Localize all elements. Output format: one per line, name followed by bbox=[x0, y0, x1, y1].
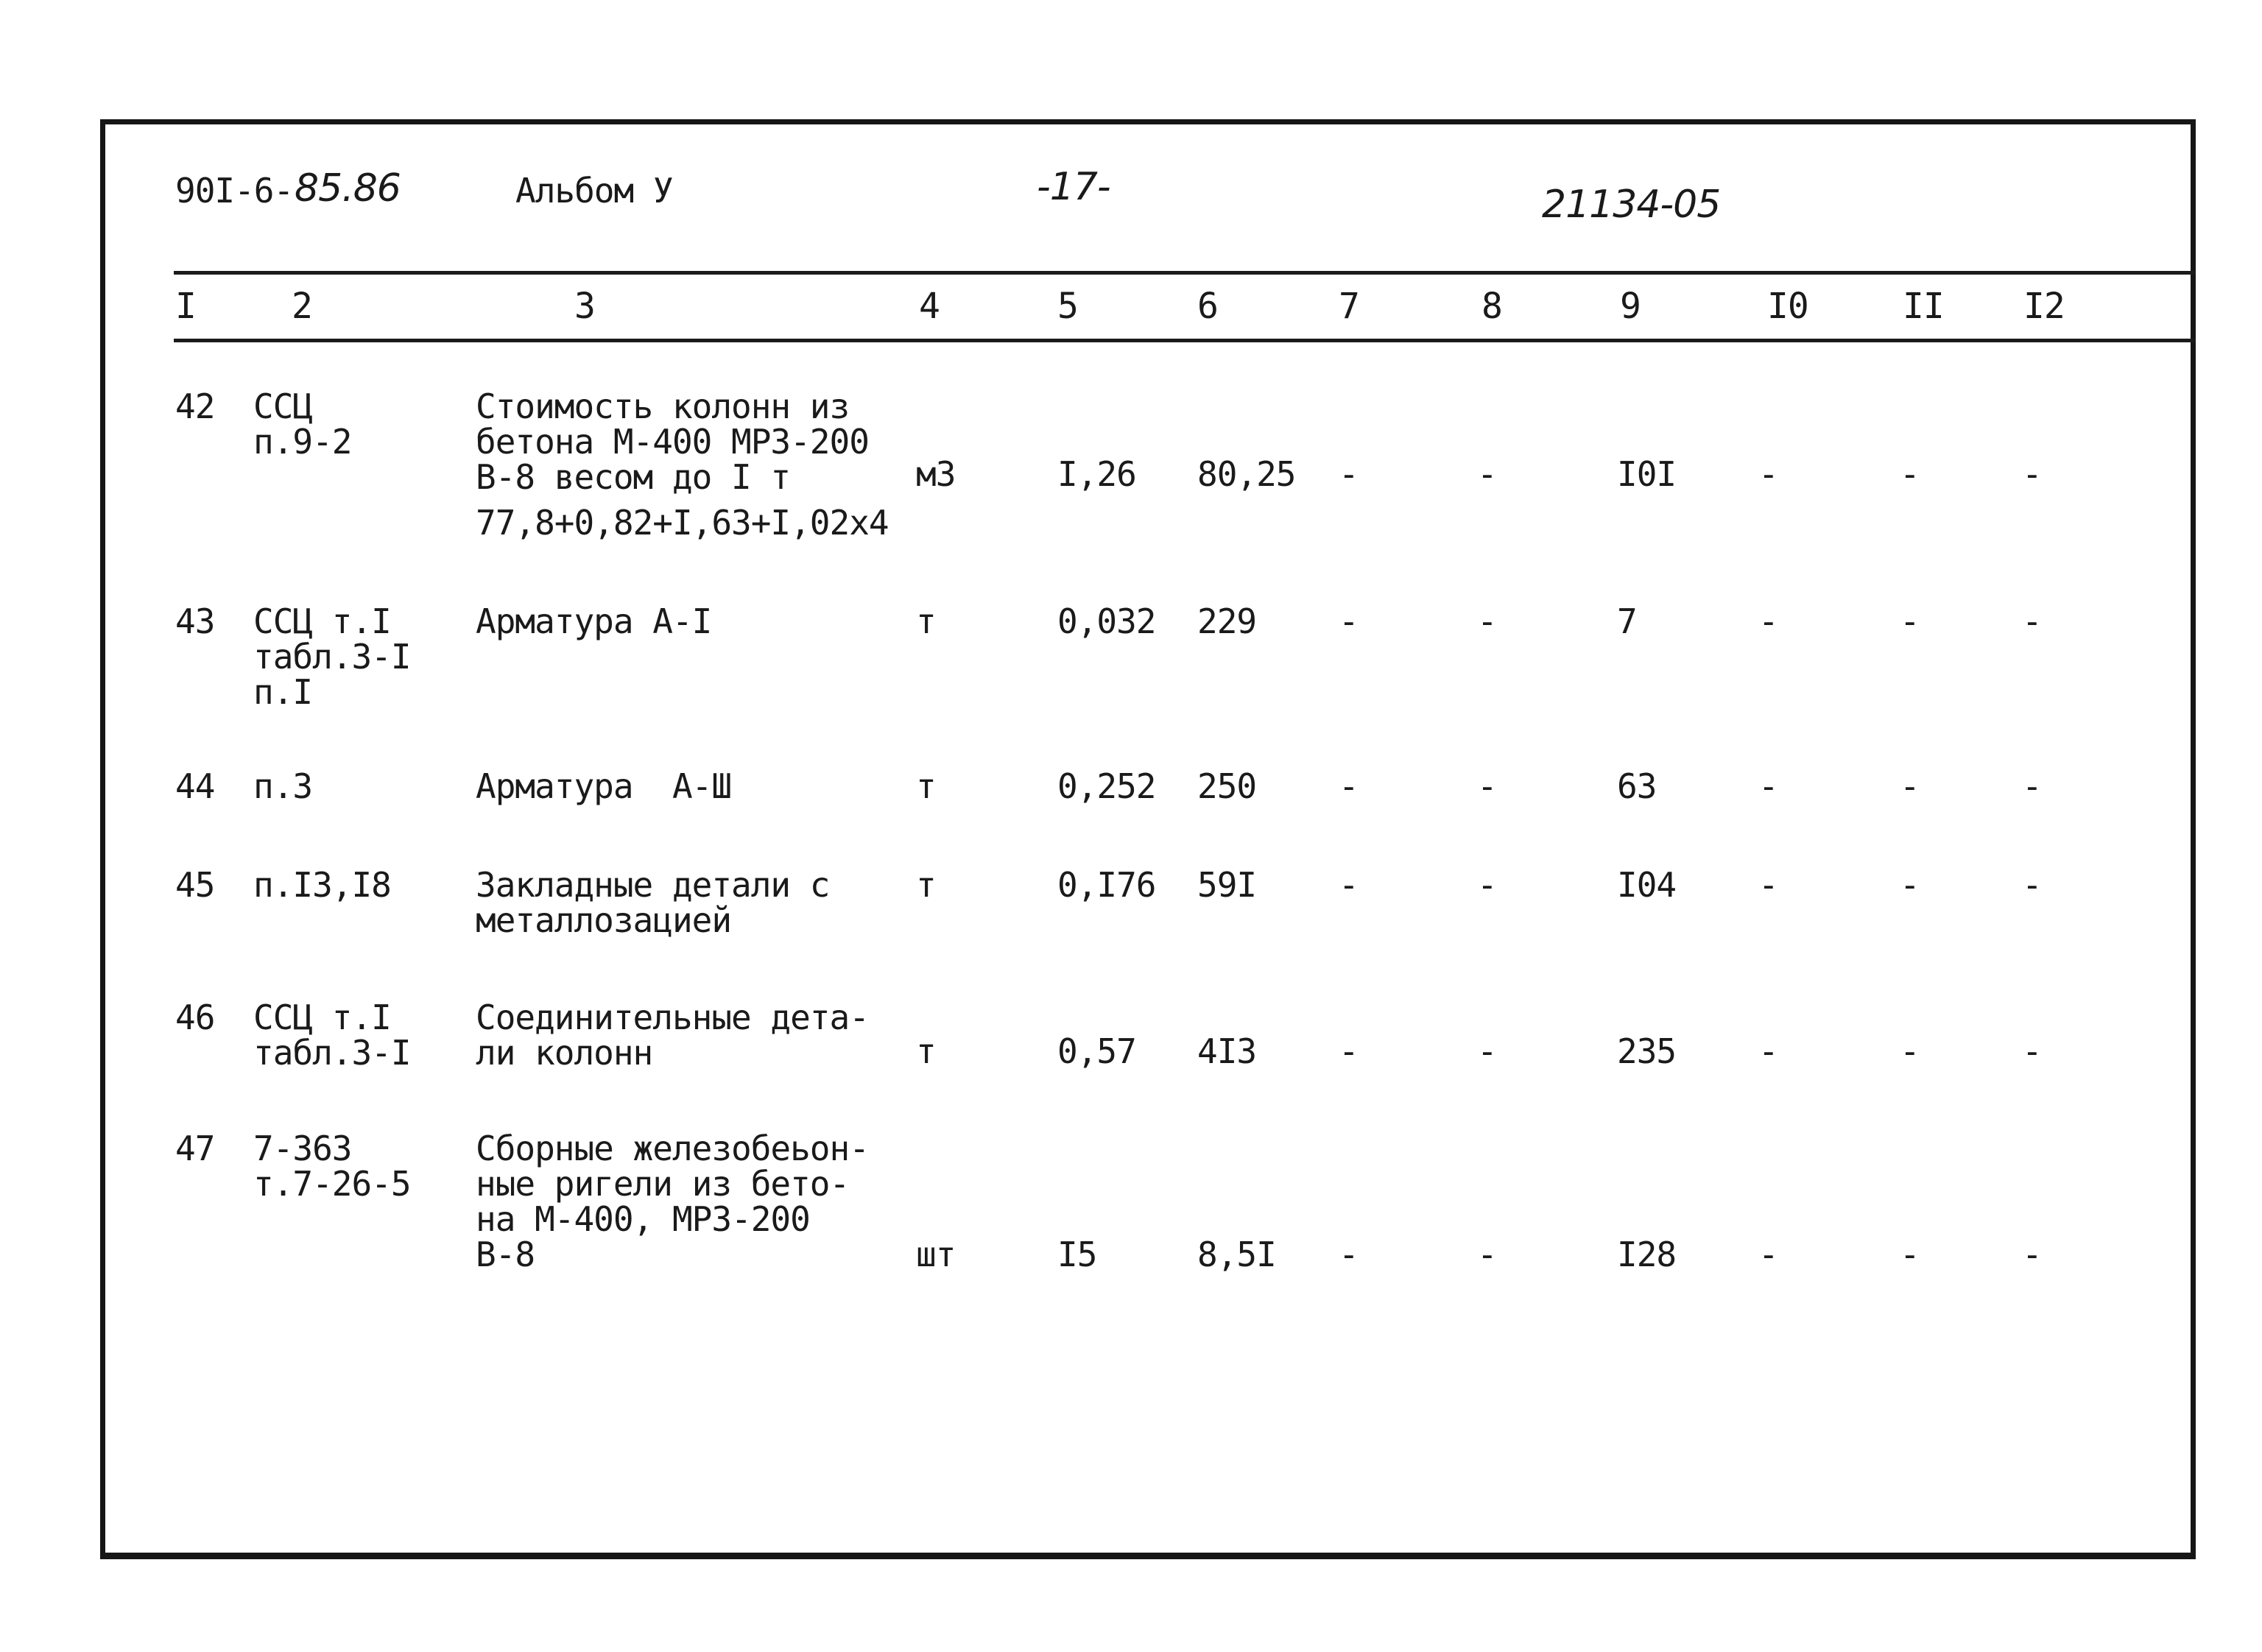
row-42-col9: I0I bbox=[1617, 454, 1677, 494]
row-42-qty: I,26 bbox=[1057, 454, 1136, 494]
row-47-col12: - bbox=[2022, 1235, 2042, 1274]
row-46-col7: - bbox=[1339, 1031, 1359, 1071]
row-45-col7: - bbox=[1339, 865, 1359, 905]
row-42-unit: м3 bbox=[916, 454, 956, 494]
col-header-10: I0 bbox=[1767, 286, 1808, 327]
row-47-desc: Сборные железобеьон- ные ригели из бето- на М-400, МРЗ-200 В-8 bbox=[476, 1129, 869, 1274]
row-44-ref: п.3 bbox=[253, 766, 313, 806]
row-45-qty: 0,I76 bbox=[1057, 865, 1156, 905]
row-44-col11: - bbox=[1900, 766, 1920, 806]
row-42-col8: - bbox=[1477, 454, 1497, 494]
col-header-11: II bbox=[1903, 286, 1944, 327]
col-header-5: 5 bbox=[1057, 286, 1078, 327]
project-number: 21134-05 bbox=[1542, 183, 1721, 227]
row-47-col10: - bbox=[1758, 1235, 1778, 1274]
row-42-col12: - bbox=[2022, 454, 2042, 494]
row-42-col10: - bbox=[1758, 454, 1778, 494]
row-44-col9: 63 bbox=[1617, 766, 1657, 806]
row-42-formula: 77,8+0,82+I,63+I,02х4 bbox=[476, 503, 889, 543]
row-45-col10: - bbox=[1758, 865, 1778, 905]
row-43-price: 229 bbox=[1197, 601, 1257, 641]
row-44-col10: - bbox=[1758, 766, 1778, 806]
row-43-col9: 7 bbox=[1617, 601, 1637, 641]
row-47-ref: 7-363 т.7-26-5 bbox=[253, 1129, 411, 1204]
row-47-unit: шт bbox=[916, 1235, 956, 1274]
row-44-desc: Арматура А-Ш bbox=[476, 766, 732, 806]
row-46-col8: - bbox=[1477, 1031, 1497, 1071]
row-46-price: 4I3 bbox=[1197, 1031, 1257, 1071]
col-header-2: 2 bbox=[292, 286, 312, 327]
row-43-desc: Арматура А-I bbox=[476, 601, 712, 641]
row-45-unit: т bbox=[916, 865, 936, 905]
row-43-unit: т bbox=[916, 601, 936, 641]
page-frame bbox=[100, 119, 2196, 1559]
row-46-ref: ССЦ т.I табл.3-I bbox=[253, 998, 411, 1073]
row-47-no: 47 bbox=[175, 1129, 215, 1168]
row-43-col8: - bbox=[1477, 601, 1497, 641]
row-47-qty: I5 bbox=[1057, 1235, 1097, 1274]
row-46-col10: - bbox=[1758, 1031, 1778, 1071]
row-43-no: 43 bbox=[175, 601, 215, 641]
row-44-price: 250 bbox=[1197, 766, 1257, 806]
row-44-unit: т bbox=[916, 766, 936, 806]
row-44-col7: - bbox=[1339, 766, 1359, 806]
col-header-12: I2 bbox=[2023, 286, 2065, 327]
row-43-col10: - bbox=[1758, 601, 1778, 641]
page-number: -17- bbox=[1037, 165, 1110, 209]
row-46-col9: 235 bbox=[1617, 1031, 1677, 1071]
row-43-ref: ССЦ т.I табл.3-I п.I bbox=[253, 601, 411, 712]
row-42-desc: Стоимость колонн из бетона М-400 МРЗ-200 В-8 весом до I т bbox=[476, 386, 869, 497]
col-header-8: 8 bbox=[1481, 286, 1502, 327]
row-44-qty: 0,252 bbox=[1057, 766, 1156, 806]
row-45-ref: п.I3,I8 bbox=[253, 865, 391, 905]
row-45-col12: - bbox=[2022, 865, 2042, 905]
row-47-col7: - bbox=[1339, 1235, 1359, 1274]
row-47-col9: I28 bbox=[1617, 1235, 1677, 1274]
row-43-qty: 0,032 bbox=[1057, 601, 1156, 641]
row-44-no: 44 bbox=[175, 766, 215, 806]
row-46-desc: Соединительные дета- ли колонн bbox=[476, 998, 869, 1073]
row-44-col12: - bbox=[2022, 766, 2042, 806]
header-bottom-rule bbox=[174, 339, 2196, 342]
row-46-no: 46 bbox=[175, 998, 215, 1037]
row-46-qty: 0,57 bbox=[1057, 1031, 1136, 1071]
row-43-col11: - bbox=[1900, 601, 1920, 641]
row-46-col11: - bbox=[1900, 1031, 1920, 1071]
col-header-6: 6 bbox=[1197, 286, 1218, 327]
row-43-col7: - bbox=[1339, 601, 1359, 641]
row-47-price: 8,5I bbox=[1197, 1235, 1276, 1274]
row-47-col11: - bbox=[1900, 1235, 1920, 1274]
row-45-desc: Закладные детали с металлозацией bbox=[476, 865, 830, 940]
row-45-col11: - bbox=[1900, 865, 1920, 905]
row-42-price: 80,25 bbox=[1197, 454, 1296, 494]
row-44-col8: - bbox=[1477, 766, 1497, 806]
row-45-price: 59I bbox=[1197, 865, 1257, 905]
doc-code: 90I-6- bbox=[175, 171, 294, 211]
row-45-col8: - bbox=[1477, 865, 1497, 905]
col-header-7: 7 bbox=[1339, 286, 1359, 327]
doc-code-handwritten: 85.86 bbox=[295, 166, 401, 211]
row-42-col11: - bbox=[1900, 454, 1920, 494]
album-label: Альбом У bbox=[515, 171, 673, 211]
col-header-3: 3 bbox=[574, 286, 595, 327]
col-header-1: I bbox=[175, 286, 196, 327]
row-46-col12: - bbox=[2022, 1031, 2042, 1071]
row-43-col12: - bbox=[2022, 601, 2042, 641]
row-47-col8: - bbox=[1477, 1235, 1497, 1274]
row-42-col7: - bbox=[1339, 454, 1359, 494]
col-header-4: 4 bbox=[919, 286, 940, 327]
col-header-9: 9 bbox=[1620, 286, 1641, 327]
row-45-no: 45 bbox=[175, 865, 215, 905]
row-45-col9: I04 bbox=[1617, 865, 1677, 905]
row-46-unit: т bbox=[916, 1031, 936, 1071]
row-42-no: 42 bbox=[175, 386, 215, 426]
row-42-ref: ССЦ п.9-2 bbox=[253, 386, 352, 462]
header-top-rule bbox=[174, 271, 2196, 275]
